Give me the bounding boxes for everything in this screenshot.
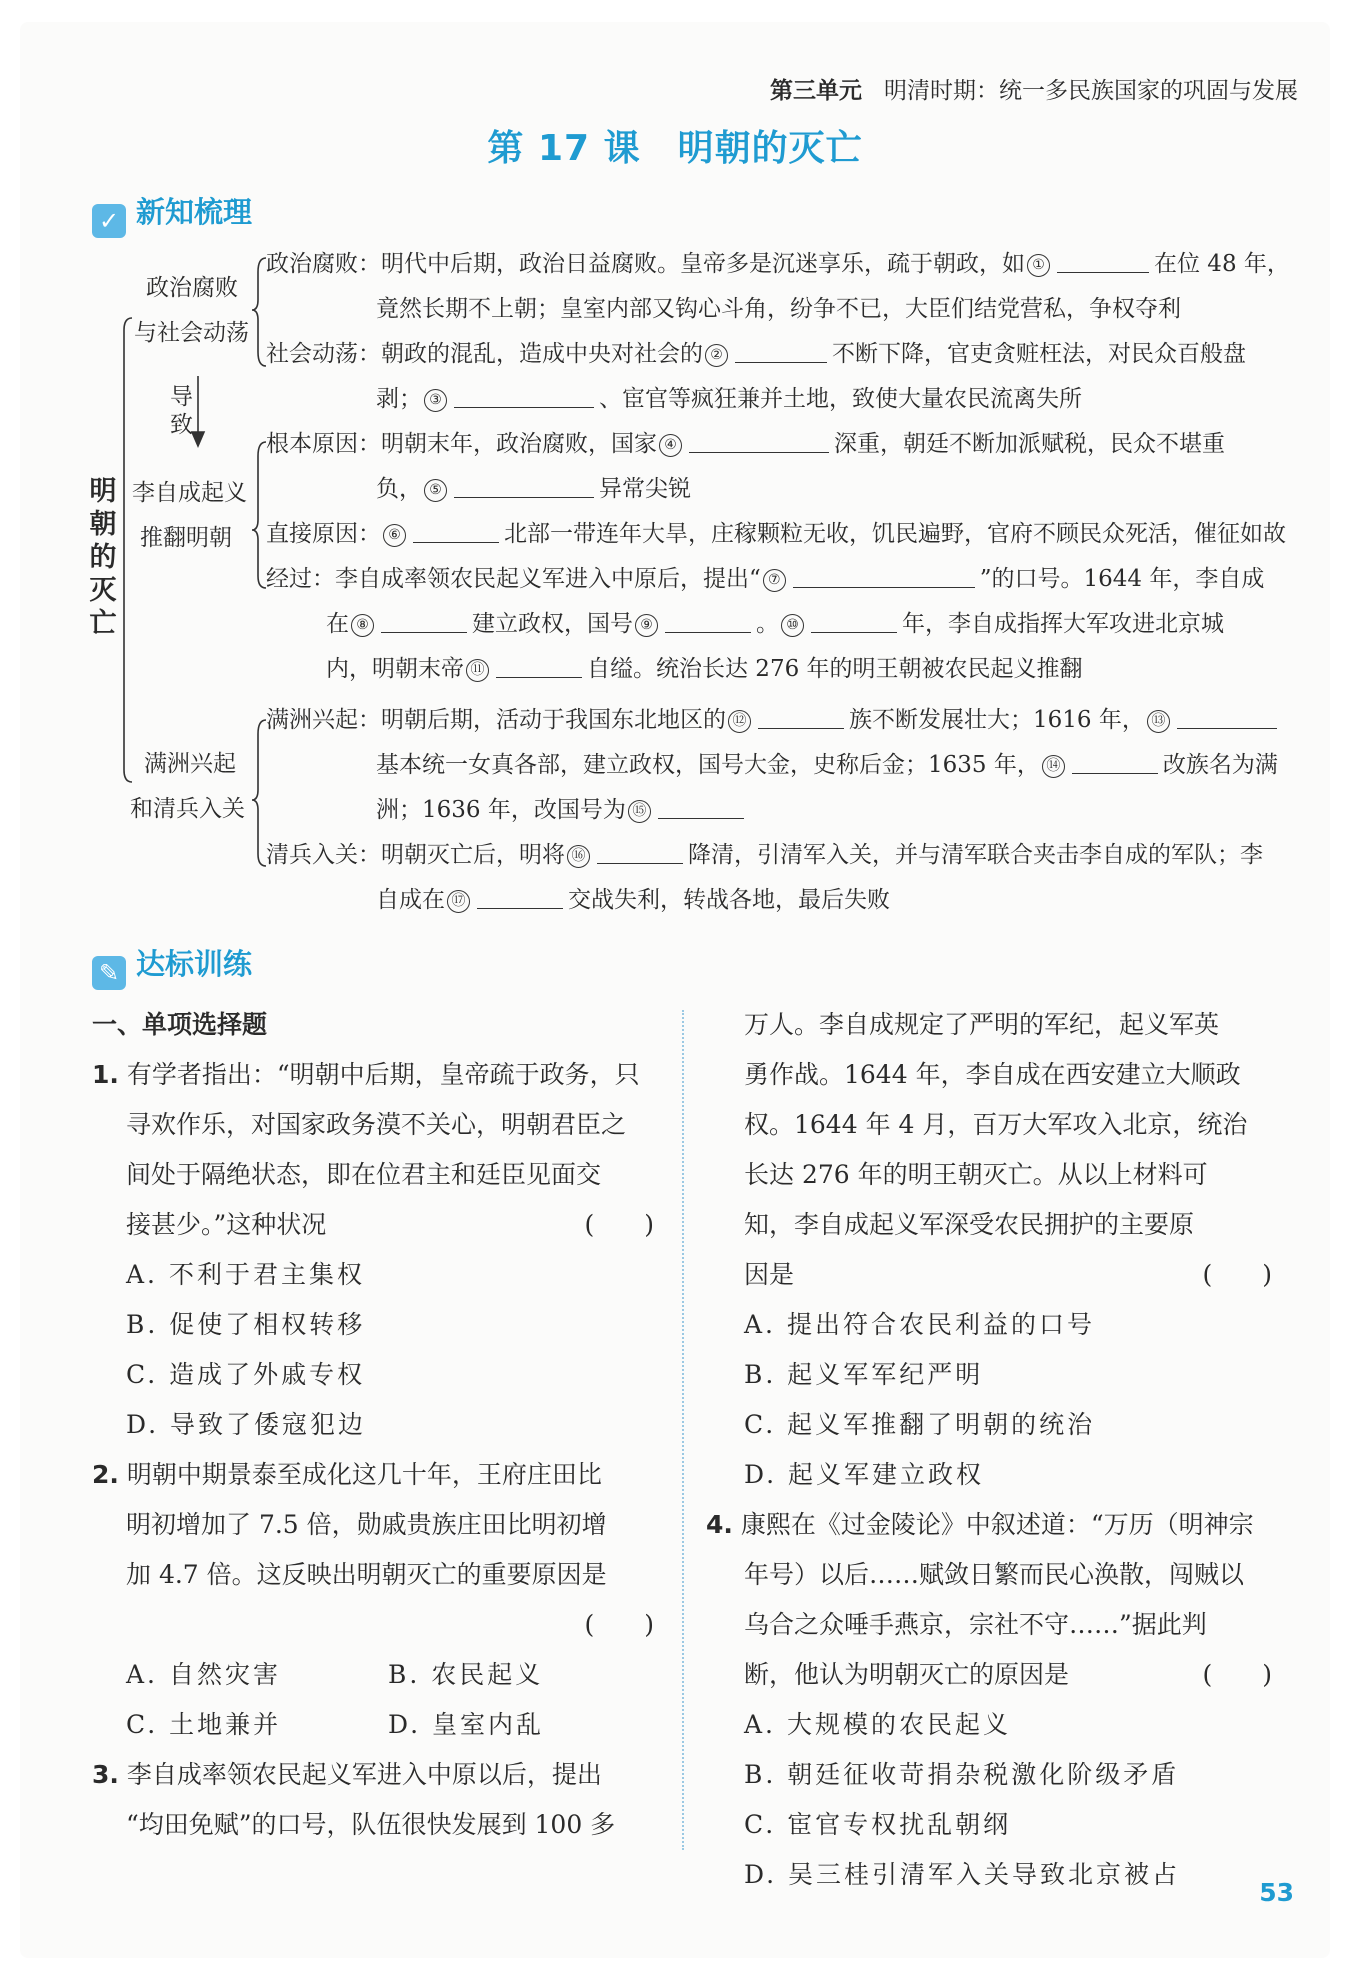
- branch-manchu-2: 和清兵入关: [130, 796, 245, 822]
- arrow-label-1: 导: [170, 384, 193, 410]
- answer-blank[interactable]: [496, 655, 582, 678]
- answer-blank[interactable]: [793, 565, 975, 588]
- mindmap-row: 直接原因： ⑥ 北部一带连年大旱，庄稼颗粒无收，饥民遍野，官府不顾民众死活，催征如故: [266, 521, 1286, 547]
- mindmap-row: 内，明朝末帝 ⑪ 自缢。统治长达 276 年的明王朝被农民起义推翻: [326, 656, 1083, 682]
- mindmap-root: 明朝的灭亡: [89, 476, 117, 639]
- option-d[interactable]: D. 吴三桂引清军入关导致北京被占: [744, 1860, 1181, 1889]
- answer-blank[interactable]: [1177, 706, 1277, 729]
- question-3-part1: 3. 李自成率领农民起义军进入中原以后，提出 “均田免赋”的口号，队伍很快发展到 100 多: [92, 1760, 616, 1839]
- answer-blank[interactable]: [1057, 250, 1149, 273]
- branch-uprising-2: 推翻明朝: [140, 525, 232, 551]
- mindmap-row: 竟然长期不上朝；皇室内部又钩心斗角，纷争不已，大臣们结党营私，争权夺利: [376, 296, 1181, 322]
- branch-manchu-1: 满洲兴起: [144, 751, 236, 777]
- option-a[interactable]: A. 大规模的农民起义: [744, 1710, 1011, 1739]
- mindmap-row: 剥； ③ 、宦官等疯狂兼并土地，致使大量农民流离失所: [376, 386, 1082, 412]
- answer-blank[interactable]: [1072, 751, 1158, 774]
- answer-blank[interactable]: [597, 841, 683, 864]
- checkbox-icon: ✓: [92, 204, 126, 238]
- lesson-title: 第 17 课 明朝的灭亡: [487, 128, 863, 169]
- mindmap-row: 负， ⑤ 异常尖锐: [376, 476, 691, 502]
- mindmap-row: 政治腐败：明代中后期，政治日益腐败。皇帝多是沉迷享乐，疏于朝政，如 ① 在位 48 年，: [266, 251, 1290, 277]
- question-2: 2. 明朝中期景泰至成化这几十年，王府庄田比 明初增加了 7.5 倍，勋戚贵族庄田比明初增 加 4.7 倍。这反映出明朝灭亡的重要原因是 ( ) A. 自然灾害 B. 农民起义 C. 土地兼并 D. 皇室内乱: [92, 1450, 654, 1750]
- answer-blank[interactable]: [665, 610, 751, 633]
- part-title-single-choice: 一、单项选择题: [92, 1010, 268, 1039]
- mindmap-row: 洲；1636 年，改国号为 ⑮: [376, 795, 749, 825]
- option-b[interactable]: B. 朝廷征收苛捐杂税激化阶级矛盾: [744, 1760, 1180, 1789]
- option-c[interactable]: C. 宦官专权扰乱朝纲: [744, 1810, 1012, 1839]
- option-b[interactable]: B. 起义军军纪严明: [744, 1360, 984, 1389]
- mindmap-row: 基本统一女真各部，建立政权，国号大金，史称后金；1635 年， ⑭ 改族名为满: [376, 752, 1278, 778]
- option-a[interactable]: A. 自然灾害: [126, 1660, 281, 1689]
- answer-blank[interactable]: [454, 385, 594, 408]
- mindmap-row: 在 ⑧ 建立政权，国号 ⑨ 。 ⑩ 年，李自成指挥大军攻进北京城: [326, 611, 1224, 637]
- question-3-part2: 万人。李自成规定了严明的军纪，起义军英 勇作战。1644 年，李自成在西安建立大顺政 权。1644 年 4 月，百万大军攻入北京，统治 长达 276 年的明王朝灭亡。从以上材料可 知，李自成起义军深受农民拥护的主要原 因是 ( ) A. 提出符合农民利益的口号 B. 起义军军纪严明 C. 起义军推翻了明朝的统治 D. 起义军建立政权: [744, 1000, 1272, 1500]
- answer-blank[interactable]: [454, 475, 594, 498]
- answer-blank[interactable]: [735, 340, 827, 363]
- option-d[interactable]: D. 导致了倭寇犯边: [126, 1410, 367, 1439]
- answer-paren[interactable]: ( ): [1202, 1260, 1272, 1289]
- option-a[interactable]: A. 提出符合农民利益的口号: [744, 1310, 1095, 1339]
- answer-blank[interactable]: [413, 520, 499, 543]
- answer-blank[interactable]: [811, 610, 897, 633]
- mindmap-row: 清兵入关：明朝灭亡后，明将 ⑯ 降清，引清军入关，并与清军联合夹击李自成的军队；李: [266, 842, 1263, 868]
- answer-paren[interactable]: ( ): [1202, 1660, 1272, 1689]
- question-1: 1. 有学者指出：“明朝中后期，皇帝疏于政务，只 寻欢作乐，对国家政务漠不关心，明朝君臣之 间处于隔绝状态，即在位君主和廷臣见面交 接甚少。”这种状况 ( ) A. 不利于君主集权 B. 促使了相权转移 C. 造成了外戚专权 D. 导致了倭寇犯边: [92, 1050, 654, 1450]
- arrow-label-2: 致: [170, 412, 193, 438]
- branch-politics-2: 与社会动荡: [134, 320, 249, 346]
- answer-blank[interactable]: [381, 610, 467, 633]
- mindmap-row: 满洲兴起：明朝后期，活动于我国东北地区的 ⑫ 族不断发展壮大；1616 年， ⑬: [266, 705, 1282, 735]
- option-c[interactable]: C. 造成了外戚专权: [126, 1360, 366, 1389]
- answer-blank[interactable]: [758, 706, 844, 729]
- branch-uprising-1: 李自成起义: [132, 480, 247, 506]
- question-4: 4. 康熙在《过金陵论》中叙述道：“万历（明神宗 年号）以后……赋敛日繁而民心涣散，闯贼以 乌合之众唾手燕京，宗社不守……”据此判 断，他认为明朝灭亡的原因是 ( ) A. 大规模的农民起义 B. 朝廷征收苛捐杂税激化阶级矛盾 C. 宦官专权扰乱朝纲 D. 吴三桂引清军入关导致北京被占: [706, 1500, 1272, 1900]
- column-divider: [682, 1010, 684, 1850]
- answer-blank[interactable]: [658, 796, 744, 819]
- option-a[interactable]: A. 不利于君主集权: [126, 1260, 365, 1289]
- section-label: 新知梳理: [136, 195, 253, 229]
- branch-politics-1: 政治腐败: [146, 275, 238, 301]
- mindmap-row: 经过：李自成率领农民起义军进入中原后，提出“ ⑦ ”的口号。1644 年，李自成: [266, 566, 1265, 592]
- mindmap-row: 根本原因：明朝末年，政治腐败，国家 ④ 深重，朝廷不断加派赋税，民众不堪重: [266, 431, 1225, 457]
- option-d[interactable]: D. 皇室内乱: [388, 1710, 545, 1739]
- mindmap-row: 自成在 ⑰ 交战失利，转战各地，最后失败: [376, 887, 890, 913]
- answer-blank[interactable]: [689, 430, 829, 453]
- knowledge-mindmap: [0, 0, 1350, 940]
- answer-paren[interactable]: ( ): [584, 1610, 654, 1639]
- unit-label: 第三单元: [770, 78, 862, 104]
- section-label: 达标训练: [136, 947, 253, 981]
- section-heading-practice: [92, 942, 252, 990]
- pencil-icon: ✎: [92, 956, 126, 990]
- option-c[interactable]: C. 土地兼并: [126, 1710, 282, 1739]
- answer-paren[interactable]: ( ): [584, 1210, 654, 1239]
- mindmap-row: 社会动荡：朝政的混乱，造成中央对社会的 ② 不断下降，官吏贪赃枉法，对民众百般盘: [266, 341, 1246, 367]
- option-d[interactable]: D. 起义军建立政权: [744, 1460, 985, 1489]
- page-number: 53: [1259, 1878, 1294, 1907]
- option-b[interactable]: B. 促使了相权转移: [126, 1310, 366, 1339]
- option-c[interactable]: C. 起义军推翻了明朝的统治: [744, 1410, 1096, 1439]
- unit-title: 明清时期：统一多民族国家的巩固与发展: [884, 78, 1298, 104]
- answer-blank[interactable]: [477, 886, 563, 909]
- option-b[interactable]: B. 农民起义: [388, 1660, 544, 1689]
